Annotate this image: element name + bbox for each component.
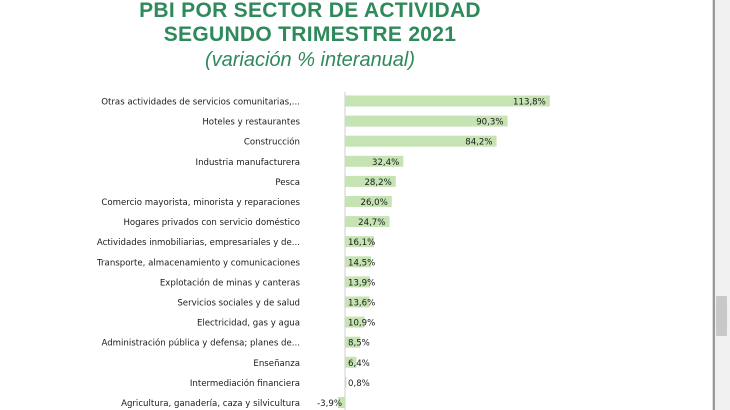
category-label: Construcción xyxy=(243,137,300,148)
value-label: 16,1% xyxy=(348,238,376,249)
value-label: 10,9% xyxy=(348,318,376,329)
category-label: Hoteles y restaurantes xyxy=(202,117,300,128)
value-label: 0,8% xyxy=(348,378,370,389)
category-label: Servicios sociales y de salud xyxy=(177,298,300,309)
category-label: Transporte, almacenamiento y comunicaciones xyxy=(97,258,300,269)
category-label: Agricultura, ganadería, caza y silvicultura xyxy=(121,399,300,409)
value-label: -3,9% xyxy=(317,399,342,409)
category-label: Electricidad, gas y agua xyxy=(196,318,300,329)
value-label: 90,3% xyxy=(476,117,504,128)
chart-subtitle: (variación % interanual) xyxy=(204,49,416,71)
value-label: 28,2% xyxy=(364,177,392,188)
category-label: Enseñanza xyxy=(253,358,300,369)
value-label: 13,9% xyxy=(348,278,376,289)
category-label: Actividades inmobiliarias, empresariales y de... xyxy=(96,238,300,249)
value-label: 14,5% xyxy=(348,258,376,269)
value-label: 113,8% xyxy=(513,97,546,108)
bar xyxy=(345,377,346,388)
category-label: Industria manufacturera xyxy=(195,157,300,168)
value-label: 84,2% xyxy=(465,137,493,148)
value-label: 24,7% xyxy=(358,218,386,229)
category-label: Explotación de minas y canteras xyxy=(159,278,300,289)
value-label: 26,0% xyxy=(360,198,388,208)
category-label: Administración pública y defensa; planes de... xyxy=(101,338,300,349)
value-label: 32,4% xyxy=(372,157,400,168)
scrollbar-divider xyxy=(713,0,715,410)
category-label: Pesca xyxy=(275,177,300,188)
vertical-scrollbar[interactable] xyxy=(712,0,730,410)
value-label: 8,5% xyxy=(348,338,370,349)
chart-title-line-1: PBI POR SECTOR DE ACTIVIDAD xyxy=(139,0,481,22)
value-label: 13,6% xyxy=(348,298,376,309)
category-label: Hogares privados con servicio doméstico xyxy=(123,218,300,229)
category-label: Comercio mayorista, minorista y reparaciones xyxy=(101,198,300,208)
category-label: Otras actividades de servicios comunitarias,... xyxy=(101,97,300,108)
category-label: Intermediación financiera xyxy=(189,378,300,389)
chart-title-line-2: SEGUNDO TRIMESTRE 2021 xyxy=(163,23,457,46)
scrollbar-thumb[interactable] xyxy=(716,296,727,336)
value-label: 6,4% xyxy=(348,358,370,369)
